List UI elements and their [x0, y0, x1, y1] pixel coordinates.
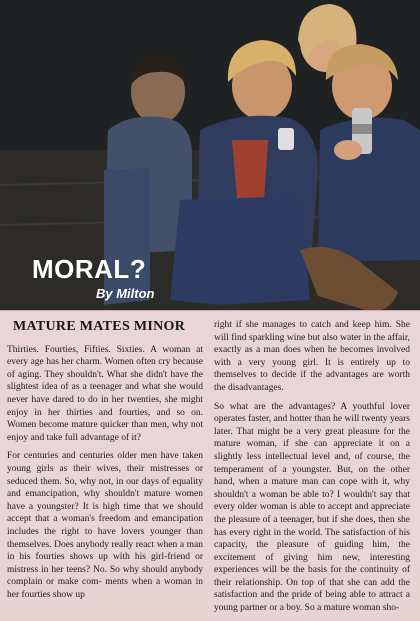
article-title: MORAL?: [32, 254, 147, 284]
paragraph: right if she manages to catch and keep him. She will find sparkling wine but also water in the affair, exactly as a man does when he becomes involved with a very young girl. It is entirely up to themselves to decide if the advantages are worth the disadvantages.: [214, 320, 410, 393]
left-column: [7, 319, 203, 607]
right-column: [214, 319, 410, 621]
paragraph: For centuries and centuries older men have taken young girls as their wives, their mistresses or seduced them. So, why not, in our days of equality and emancipation, why shouldn't mature women have a youngster? It is high time that we should accept that a woman's freedom and emancipation includes the right to have lovers younger than themselves. Does anybody really react when a man in his fourties shows up with his girl-friend or mistress in her teens? No. So why should anybody complain or make com- ments when a woman in her fourties show up: [7, 451, 203, 600]
article-body: [0, 310, 420, 614]
paragraph: Thirties. Fourties, Fifties. Sixties. A woman at every age has her charm. Women often cry because of aging. They shouldn't. What she didn't have the slightest idea of as a teenager and what she would never have dared to do in her twenties, she might enjoy in her thirties and fourties, and so on. Women become mature quicker than men, why not enjoy and take full advantage of it?: [7, 344, 203, 443]
paragraph: So what are the advantages? A youthful lover operates faster, and hotter than he will twenty years later. That might be a very great pleasure for the mature woman, if she can appreciate it on a slightly less intellectual level and, of course, the temperament of a youngster. But, on the other hand, when a mature man can cope with it, why shouldn't a woman be able to? I wouldn't say that every older woman is able to accept and appreciate the pleasure of a teenager, but if she does, then she has every right in the world. The satisfaction of his capacity, the pleasure of guiding him, the excitement of giving him new, interesting experiences will be the basis for the continuity of their relationship. On top of that she can add the satisfaction and the pride of being able to attract a young partner or a boy. So a mature woman sho-: [214, 401, 410, 614]
article-photo: [0, 0, 420, 310]
article-headline: MATURE MATES MINOR: [13, 319, 186, 334]
article-byline: By Milton: [96, 286, 155, 301]
title-block: [32, 254, 146, 285]
